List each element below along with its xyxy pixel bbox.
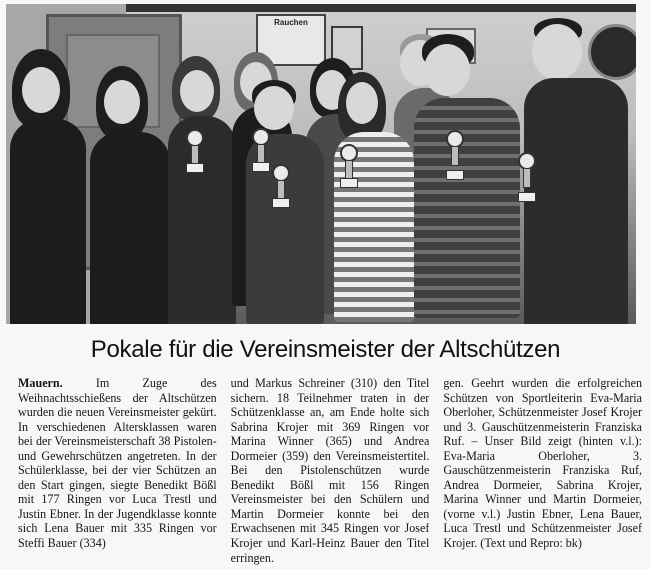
article-column bbox=[231, 376, 430, 566]
group-photo bbox=[6, 4, 636, 324]
article-headline: Pokale für die Vereinsmeister der Altschützen bbox=[90, 336, 561, 363]
article-paragraph bbox=[18, 376, 217, 551]
article-column-text: und Markus Schreiner (310) den Titel sichern. 18 Teilnehmer traten in der Schützenklasse an, am Ende holte sich Sabrina Krojer mit 369 Ringen vor Marina Winner (365) und Andrea Dormeier (359) den Vereinsmeistertitel. Bei den Pistolenschützen wurde Benedikt Bößl mit 156 Ringen Vereinsmeister bei den Schülern und Martin Dormeier konnte bei den Erwachsenen mit 345 Ringen vor Josef Krojer und Karl-Heinz Bauer den Titel erringen. bbox=[230, 376, 430, 565]
photo-sign-text: Rauchen bbox=[274, 18, 308, 27]
article-dateline: Mauern. bbox=[18, 376, 63, 390]
article-column bbox=[18, 376, 217, 566]
article-column-text: gen. Geehrt wurden die erfolgreichen Schützen von Sportleiterin Eva-Maria Oberloher, Schützenmeister Josef Krojer und 3. Gauschützenmeisterin Franziska Ruf. – Unser Bild zeigt (hinten v.l.): Eva-Maria Oberloher, 3. Gauschützenmeisterin Franziska Ruf, Andrea Dormeier, Sabrina Krojer, Marina Winner und Martin Dormeier, (vorne v.l.) Justin Ebner, Lena Bauer, Luca Trestl und Schützenmeister Josef Krojer. (Text und Repro: bk) bbox=[443, 376, 643, 551]
article-column-text: Im Zuge des Weihnachtsschießens der Altschützen wurden die neuen Vereinsmeister gekürt. In verschiedenen Altersklassen waren bei der Vereinsmeisterschaft 38 Pistolen- und Gewehrschützen angetreten. In der Schülerklasse, bei der vier Schützen an den Start gingen, siegte Benedikt Bößl mit 177 Ringen vor Luca Trestl und Justin Ebner. In der Jugendklasse konnte sich Lena Bauer mit 335 Ringen vor Steffi Bauer (334) bbox=[18, 376, 217, 551]
photo-shooting-target bbox=[588, 24, 636, 80]
article-body bbox=[18, 376, 642, 566]
article-column bbox=[443, 376, 642, 566]
